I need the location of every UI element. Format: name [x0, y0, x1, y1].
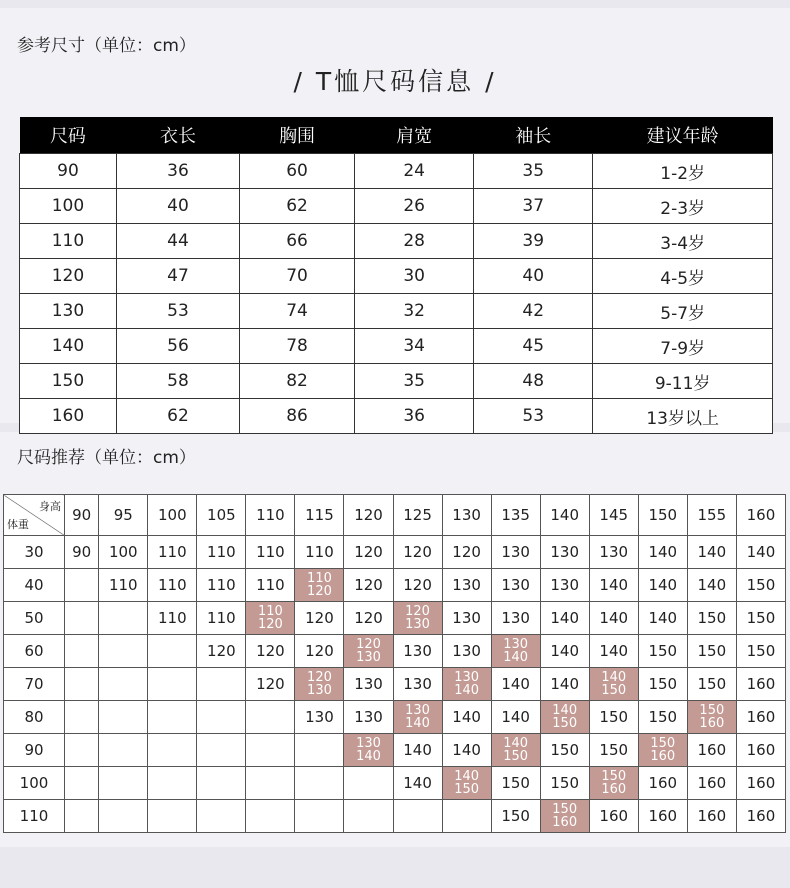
size-header-cell: 肩宽	[355, 117, 474, 154]
recommend-cell	[99, 800, 148, 833]
recommend-cell: 120	[344, 569, 393, 602]
recommend-cell: 140	[393, 734, 442, 767]
recommend-cell	[99, 635, 148, 668]
recommend-cell-highlight: 150 160	[589, 767, 638, 800]
table-row	[20, 294, 773, 329]
recommend-cell	[197, 668, 246, 701]
size-cell: 45	[474, 329, 593, 364]
recommend-cell	[148, 701, 197, 734]
recommend-cell	[99, 701, 148, 734]
recommend-cell: 130	[344, 668, 393, 701]
size-cell: 56	[116, 329, 239, 364]
recommend-table	[3, 494, 786, 833]
recommend-cell: 160	[736, 668, 785, 701]
size-header-cell: 袖长	[474, 117, 593, 154]
recommend-cell: 130	[393, 668, 442, 701]
size-table-body	[20, 154, 773, 434]
recommend-cell	[197, 701, 246, 734]
size-cell: 82	[240, 364, 355, 399]
recommend-cell: 130	[491, 602, 540, 635]
size-header-cell: 衣长	[116, 117, 239, 154]
size-cell: 40	[474, 259, 593, 294]
table-row	[20, 259, 773, 294]
size-cell: 36	[116, 154, 239, 189]
recommend-cell-highlight: 120 130	[295, 668, 344, 701]
table-row	[4, 536, 786, 569]
recommend-cell: 110	[295, 536, 344, 569]
recommend-cell: 140	[589, 635, 638, 668]
recommend-cell: 150	[736, 602, 785, 635]
table-row	[4, 635, 786, 668]
size-cell: 78	[240, 329, 355, 364]
recommend-cell	[197, 767, 246, 800]
recommend-cell: 150	[736, 635, 785, 668]
size-cell: 150	[20, 364, 117, 399]
recommend-cell-highlight: 150 160	[638, 734, 687, 767]
recommend-cell	[99, 602, 148, 635]
recommend-cell: 160	[638, 767, 687, 800]
weight-cell: 40	[4, 569, 65, 602]
recommend-cell: 110	[99, 569, 148, 602]
recommend-cell	[65, 668, 99, 701]
recommend-cell	[344, 767, 393, 800]
recommend-cell	[99, 668, 148, 701]
recommend-cell: 120	[344, 536, 393, 569]
recommend-cell: 140	[589, 602, 638, 635]
size-cell: 110	[20, 224, 117, 259]
recommend-cell: 110	[197, 602, 246, 635]
recommend-cell: 130	[540, 536, 589, 569]
recommend-cell: 130	[442, 635, 491, 668]
recommend-cell-highlight: 130 140	[344, 734, 393, 767]
height-header-cell: 130	[442, 495, 491, 536]
weight-cell: 100	[4, 767, 65, 800]
height-header-cell: 160	[736, 495, 785, 536]
size-cell: 74	[240, 294, 355, 329]
recommend-cell-highlight: 150 160	[540, 800, 589, 833]
recommend-cell: 160	[589, 800, 638, 833]
corner-weight-label: 体重	[7, 518, 29, 531]
size-cell: 13岁以上	[593, 399, 773, 434]
recommend-cell-highlight: 140 150	[491, 734, 540, 767]
recommend-cell	[65, 635, 99, 668]
recommend-cell	[65, 602, 99, 635]
weight-cell: 60	[4, 635, 65, 668]
recommend-cell	[246, 701, 295, 734]
recommend-cell: 140	[638, 536, 687, 569]
table-row	[4, 734, 786, 767]
size-cell: 2-3岁	[593, 189, 773, 224]
size-cell: 32	[355, 294, 474, 329]
recommend-cell	[442, 800, 491, 833]
recommend-cell: 150	[491, 800, 540, 833]
height-header-cell: 110	[246, 495, 295, 536]
recommend-cell: 110	[197, 569, 246, 602]
weight-cell: 90	[4, 734, 65, 767]
table-row	[4, 767, 786, 800]
recommend-cell: 140	[442, 734, 491, 767]
recommend-cell-highlight: 120 130	[344, 635, 393, 668]
corner-height-label: 身高	[39, 500, 61, 513]
recommend-cell	[99, 767, 148, 800]
size-cell: 58	[116, 364, 239, 399]
recommend-cell: 110	[246, 536, 295, 569]
recommend-cell: 150	[736, 569, 785, 602]
recommend-cell	[65, 767, 99, 800]
size-cell: 28	[355, 224, 474, 259]
size-header-cell: 胸围	[240, 117, 355, 154]
recommend-cell: 130	[393, 635, 442, 668]
recommend-cell: 150	[687, 635, 736, 668]
recommend-cell	[99, 734, 148, 767]
recommend-cell: 120	[344, 602, 393, 635]
size-cell: 3-4岁	[593, 224, 773, 259]
size-cell: 9-11岁	[593, 364, 773, 399]
recommend-cell: 120	[295, 602, 344, 635]
table-row	[4, 668, 786, 701]
size-cell: 4-5岁	[593, 259, 773, 294]
size-cell: 120	[20, 259, 117, 294]
recommend-cell: 150	[638, 668, 687, 701]
recommend-cell: 160	[736, 701, 785, 734]
recommend-cell: 140	[736, 536, 785, 569]
recommend-cell-highlight: 130 140	[442, 668, 491, 701]
recommend-cell: 150	[589, 701, 638, 734]
recommend-cell: 140	[540, 635, 589, 668]
recommend-cell: 160	[638, 800, 687, 833]
table-row	[20, 189, 773, 224]
size-cell: 53	[116, 294, 239, 329]
recommend-cell: 140	[491, 668, 540, 701]
recommend-cell: 160	[687, 734, 736, 767]
weight-cell: 110	[4, 800, 65, 833]
recommend-cell: 120	[295, 635, 344, 668]
size-cell: 62	[116, 399, 239, 434]
recommend-cell: 140	[540, 668, 589, 701]
recommend-cell: 160	[736, 734, 785, 767]
size-cell: 62	[240, 189, 355, 224]
recommend-cell	[197, 800, 246, 833]
recommend-cell: 140	[687, 569, 736, 602]
recommend-cell: 110	[148, 602, 197, 635]
recommend-cell: 130	[589, 536, 638, 569]
size-cell: 24	[355, 154, 474, 189]
size-cell: 42	[474, 294, 593, 329]
page-title: / T恤尺码信息 /	[293, 67, 497, 96]
corner-cell	[4, 495, 65, 536]
recommend-cell: 140	[638, 602, 687, 635]
recommend-cell	[148, 767, 197, 800]
recommend-cell-highlight: 130 140	[491, 635, 540, 668]
size-cell: 44	[116, 224, 239, 259]
size-cell: 140	[20, 329, 117, 364]
recommend-table-header	[4, 495, 786, 536]
recommend-cell: 140	[491, 701, 540, 734]
table-row	[20, 154, 773, 189]
recommend-cell: 130	[491, 536, 540, 569]
height-header-cell: 135	[491, 495, 540, 536]
recommend-cell: 140	[638, 569, 687, 602]
size-cell: 1-2岁	[593, 154, 773, 189]
recommend-cell: 150	[589, 734, 638, 767]
recommend-table-body	[4, 536, 786, 833]
recommend-cell: 140	[442, 701, 491, 734]
reference-label: 参考尺寸（单位：cm）	[17, 36, 196, 56]
recommend-label: 尺码推荐（单位：cm）	[17, 448, 196, 468]
size-header-cell: 建议年龄	[593, 117, 773, 154]
size-cell: 35	[355, 364, 474, 399]
recommend-cell-highlight: 110 120	[246, 602, 295, 635]
recommend-cell	[65, 701, 99, 734]
recommend-cell	[246, 767, 295, 800]
weight-cell: 70	[4, 668, 65, 701]
size-cell: 48	[474, 364, 593, 399]
recommend-cell: 160	[736, 800, 785, 833]
size-cell: 47	[116, 259, 239, 294]
recommend-cell	[65, 800, 99, 833]
size-cell: 60	[240, 154, 355, 189]
recommend-cell	[344, 800, 393, 833]
height-header-cell: 120	[344, 495, 393, 536]
recommend-cell: 150	[687, 602, 736, 635]
recommend-cell: 150	[540, 767, 589, 800]
size-cell: 30	[355, 259, 474, 294]
size-cell: 7-9岁	[593, 329, 773, 364]
size-cell: 37	[474, 189, 593, 224]
size-cell: 5-7岁	[593, 294, 773, 329]
recommend-cell: 130	[295, 701, 344, 734]
recommend-cell: 110	[148, 569, 197, 602]
recommend-cell: 120	[197, 635, 246, 668]
height-header-cell: 100	[148, 495, 197, 536]
recommend-cell	[246, 800, 295, 833]
height-header-cell: 90	[65, 495, 99, 536]
table-row	[4, 602, 786, 635]
height-header-cell: 125	[393, 495, 442, 536]
height-header-cell: 95	[99, 495, 148, 536]
recommend-cell	[65, 569, 99, 602]
size-table	[19, 117, 773, 434]
recommend-cell: 120	[393, 536, 442, 569]
recommend-cell	[148, 800, 197, 833]
recommend-cell-highlight: 150 160	[687, 701, 736, 734]
table-row	[20, 364, 773, 399]
recommend-cell: 130	[491, 569, 540, 602]
recommend-cell: 130	[344, 701, 393, 734]
recommend-cell: 150	[491, 767, 540, 800]
recommend-cell: 130	[442, 569, 491, 602]
weight-cell: 80	[4, 701, 65, 734]
height-header-cell: 105	[197, 495, 246, 536]
size-cell: 35	[474, 154, 593, 189]
recommend-cell: 100	[99, 536, 148, 569]
recommend-cell-highlight: 140 150	[442, 767, 491, 800]
recommend-cell-highlight: 140 150	[540, 701, 589, 734]
recommend-cell: 120	[393, 569, 442, 602]
recommend-cell	[148, 635, 197, 668]
recommend-cell	[393, 800, 442, 833]
recommend-cell: 120	[442, 536, 491, 569]
height-header-cell: 145	[589, 495, 638, 536]
table-row	[4, 800, 786, 833]
recommend-cell	[295, 800, 344, 833]
size-cell: 86	[240, 399, 355, 434]
recommend-cell	[148, 734, 197, 767]
recommend-cell: 160	[687, 800, 736, 833]
size-cell: 100	[20, 189, 117, 224]
size-cell: 90	[20, 154, 117, 189]
recommend-cell: 150	[638, 635, 687, 668]
recommend-cell: 150	[540, 734, 589, 767]
size-cell: 130	[20, 294, 117, 329]
recommend-cell: 120	[246, 668, 295, 701]
size-cell: 53	[474, 399, 593, 434]
size-table-header	[20, 117, 773, 154]
recommend-cell: 150	[687, 668, 736, 701]
size-cell: 70	[240, 259, 355, 294]
table-row	[4, 701, 786, 734]
recommend-cell: 130	[540, 569, 589, 602]
recommend-cell: 160	[736, 767, 785, 800]
recommend-cell	[295, 734, 344, 767]
recommend-cell	[246, 734, 295, 767]
weight-cell: 30	[4, 536, 65, 569]
recommend-cell-highlight: 130 140	[393, 701, 442, 734]
weight-cell: 50	[4, 602, 65, 635]
size-cell: 26	[355, 189, 474, 224]
recommend-cell: 140	[393, 767, 442, 800]
size-cell: 40	[116, 189, 239, 224]
recommend-cell-highlight: 120 130	[393, 602, 442, 635]
recommend-cell: 140	[589, 569, 638, 602]
recommend-cell	[295, 767, 344, 800]
table-row	[20, 224, 773, 259]
size-cell: 66	[240, 224, 355, 259]
recommend-cell: 140	[540, 602, 589, 635]
table-row	[4, 569, 786, 602]
recommend-cell	[148, 668, 197, 701]
recommend-cell: 160	[687, 767, 736, 800]
recommend-cell-highlight: 110 120	[295, 569, 344, 602]
size-cell: 36	[355, 399, 474, 434]
recommend-cell: 110	[148, 536, 197, 569]
table-row	[20, 329, 773, 364]
recommend-cell	[65, 734, 99, 767]
recommend-cell: 120	[246, 635, 295, 668]
recommend-cell: 90	[65, 536, 99, 569]
table-row	[20, 399, 773, 434]
recommend-cell: 110	[246, 569, 295, 602]
size-cell: 160	[20, 399, 117, 434]
height-header-cell: 140	[540, 495, 589, 536]
height-header-cell: 150	[638, 495, 687, 536]
recommend-cell: 140	[687, 536, 736, 569]
size-cell: 34	[355, 329, 474, 364]
recommend-cell-highlight: 140 150	[589, 668, 638, 701]
recommend-cell: 150	[638, 701, 687, 734]
size-header-cell: 尺码	[20, 117, 117, 154]
recommend-cell: 110	[197, 536, 246, 569]
height-header-cell: 155	[687, 495, 736, 536]
size-cell: 39	[474, 224, 593, 259]
recommend-cell: 130	[442, 602, 491, 635]
recommend-cell	[197, 734, 246, 767]
height-header-cell: 115	[295, 495, 344, 536]
